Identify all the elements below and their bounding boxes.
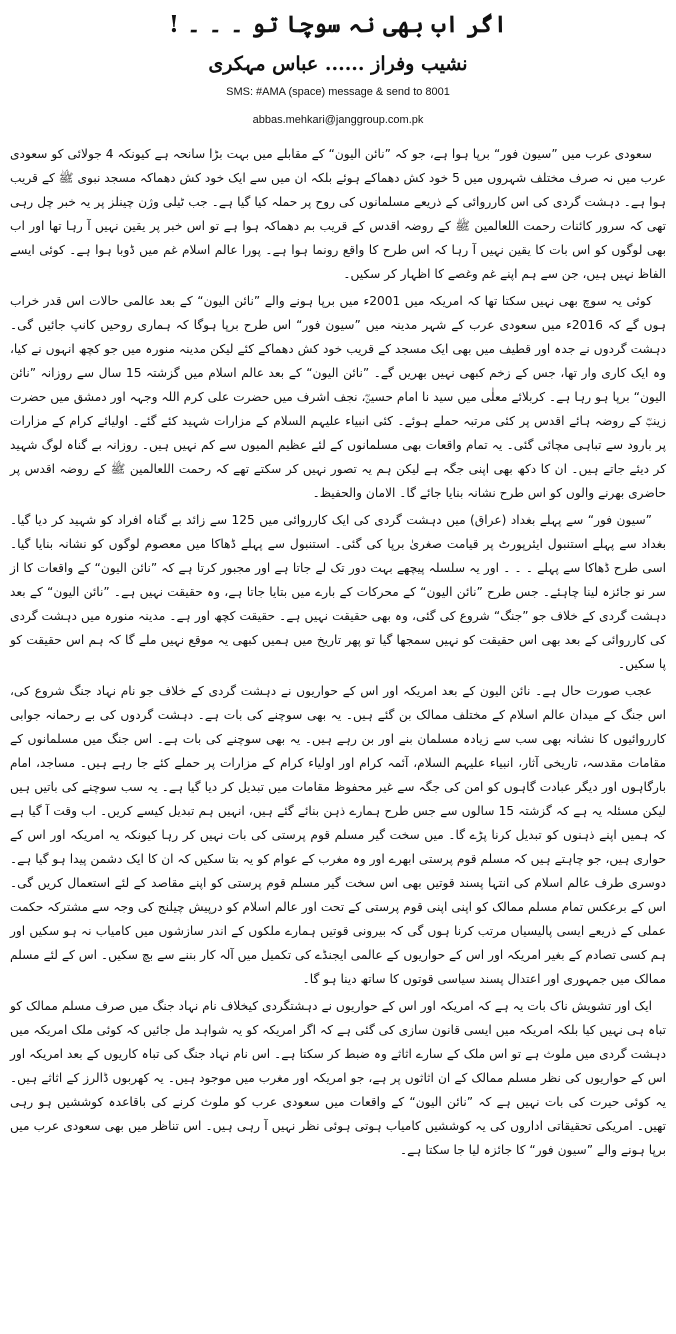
article-paragraph: کوئی یہ سوچ بھی نہیں سکتا تھا کہ امریکہ میں 2001ء میں برپا ہونے والے ”نائن الیون“ کے بعد عالمی حالات اس قدر خراب ہوں گے کہ 2016ء میں سعودی عرب کے شہر مدینہ میں ”سیون فور“ اس طرح برپا ہوگا کہ ہماری روحیں کانپ جائیں گی۔ دہشت گردوں نے جدہ اور قطیف میں بھی ایک مسجد کے قریب خود کش دھماکے کئے لیکن مدینہ منورہ میں جو کچھ انہوں نے کیا، وہ ایک کاری وار تھا، جس کے زخم کبھی نہیں بھریں گے۔ ”نائن الیون“ کے بعد عالم اسلام میں گزشتہ 15 سال سے روزانہ ”نائن الیون“ برپا ہو رہا ہے۔ کربلائے معلٰی میں سید نا امام حسینؓ، نجف اشرف میں حضرت علی کرم اللہ وجہہ اور دمشق میں حضرت زینبؓ کے روضہ ہائے اقدس پر کئی مرتبہ حملے ہوئے۔ کئی انبیاء علیہم السلام کے مزارات شہید کئے گئے۔ اولیائے کرام کے مزارات پر بارود سے تباہی مچائی گئی۔ یہ تمام واقعات بھی مسلمانوں کے لئے عظیم المیوں سے کم نہیں ہیں۔ روزانہ بے گناہ لوگ شہید کر دیئے جاتے ہیں۔ ان کا دکھ بھی اپنی جگہ ہے لیکن ہم یہ تصور نہیں کر سکتے تھے کہ رحمت اللعالمین ﷺ کے روضہ اقدس پر حاضری بھرنے والوں کو اس طرح نشانہ بنایا جائے گا۔ الامان والحفیظ۔: [10, 294, 667, 500]
author-email: abbas.mehkari@janggroup.com.pk: [252, 114, 424, 126]
sms-info: SMS: #AMA (space) message & send to 8001: [226, 86, 450, 98]
article-headline: اگر اب بھی نہ سوچا تو ۔ ۔ ۔ !: [168, 11, 508, 38]
article-paragraph: ایک اور تشویش ناک بات یہ ہے کہ امریکہ اور اس کے حواریوں نے دہشتگردی کیخلاف نام نہاد جنگ میں صرف مسلم ممالک کو تباہ ہی نہیں کیا بلکہ امریکہ میں ایسی قانون سازی کی گئی ہے کہ اگر امریکہ کو یہ شواہد مل جائیں کہ کوئی ملک امریکہ میں دہشت گردی میں ملوث ہے تو اس ملک کے سارے اثاثے وہ ضبط کر سکتا ہے۔ اس نام نہاد جنگ کی تباہ کاریوں کے بعد امریکہ اور اس کے حواریوں کی نظر مسلم ممالک کے ان اثاثوں پر ہے، جو امریکہ اور مغرب میں موجود ہیں۔ یہ کھربوں ڈالرز کے اثاثے ہیں۔ یہ کوئی حیرت کی بات نہیں ہے کہ ”نائن الیون“ کے واقعات میں سعودی عرب کو ملوث کرنے کی باقاعدہ کوششیں ہو رہی تھیں۔ امریکی تحقیقاتی اداروں کی یہ کوششیں کامیاب ہوتی ہوئی نظر نہیں آ رہی ہیں۔ اس تناظر میں بھی سعودی عرب میں برپا ہونے والے ”سیون فور“ کا جائزہ لیا جا سکتا ہے۔: [10, 999, 666, 1157]
column-byline: نشیب وفراز ...... عباس مہکری: [208, 53, 468, 75]
article-paragraph: سعودی عرب میں ”سیون فور“ برپا ہوا ہے، جو کہ ”نائن الیون“ کے مقابلے میں بہت بڑا سانحہ ہے کیونکہ 4 جولائی کو سعودی عرب میں نہ صرف مختلف شہروں میں 5 خود کش دھماکے ہوئے بلکہ ان میں سے ایک خود کش دھماکہ مسجد نبوی ﷺ کے قریب ہوا ہے۔ دہشت گردی کی اس کارروائی کے ذریعے مسلمانوں کی روح پر حملہ کیا گیا ہے۔ جب ٹیلی وژن چینلز پر یہ خبر چل رہی تھی کہ سرور کائنات رحمت اللعالمین ﷺ کے روضہ اقدس کے قریب بم دھماکہ ہوا ہے تو اس خبر پر یقین نہیں آ رہا تھا اور اب بھی لوگوں کو اس بات کا یقین نہیں آ رہا کہ اس طرح کا واقع رونما ہوا ہے۔ پورا عالم اسلام غم میں ڈوبا ہوا ہے۔ کوئی ایسے الفاظ نہیں ہیں، جن سے ہم اپنے غم وغصے کا اظہار کر سکیں۔: [10, 147, 666, 281]
article-paragraph: ”سیون فور“ سے پہلے بغداد (عراق) میں دہشت گردی کی ایک کارروائی میں 125 سے زائد بے گناہ افراد کو شہید کر دیا گیا۔ بغداد سے پہلے استنبول ایئرپورٹ پر قیامت صغریٰ برپا کی گئی۔ استنبول سے پہلے ڈھاکا میں معصوم لوگوں کو نشانہ بنایا گیا۔ اسی طرح ڈھاکا سے پہلے ۔ ۔ ۔ اور یہ سلسلہ پیچھے بہت دور تک لے جاتا ہے اور مجبور کرتا ہے کہ ”نائن الیون“ کے واقعات کا از سر نو جائزہ لینا چاہئے۔ جس طرح ”نائن الیون“ کے محرکات کے بارے میں بتایا جاتا ہے، وہ حقیقت نہیں ہے۔ ”نائن الیون“ کے بعد دہشت گردی کے خلاف جو ”جنگ“ شروع کی گئی، وہ بھی حقیقت نہیں ہے۔ حقیقت کچھ اور ہے۔ مدینہ منورہ میں دہشت گردی کی کارروائی کے بعد بھی اس حقیقت کو نہیں سمجھا گیا تو پھر تاریخ میں ہمیں کبھی یہ موقع نہیں ملے گا کہ ہم اس حقیقت کو پا سکیں۔: [10, 513, 666, 671]
article-body: [10, 142, 666, 1162]
article-header: [10, 10, 666, 128]
article-paragraph: عجب صورت حال ہے۔ نائن الیون کے بعد امریکہ اور اس کے حواریوں نے دہشت گردی کے خلاف جو نام نہاد جنگ شروع کی، اس جنگ کے میدان عالم اسلام کے مختلف ممالک بن گئے ہیں۔ یہ بھی سوچنے کی بات ہے۔ دہشت گردوں کی بے رحمانہ جوابی کارروائیوں کا نشانہ بھی سب سے زیادہ مسلمان بنے اور بن رہے ہیں۔ یہ بھی سوچنے کی بات ہے۔ اس جنگ میں مسلمانوں کے مقامات مقدسہ، تاریخی آثار، انبیاء علیہم السلام، آئمہ کرام اور اولیاء کرام کے مزارات پر حملے کئے جا رہے ہیں۔ مساجد، امام بارگاہوں اور دیگر عبادت گاہوں کو امن کی جگہ سے غیر محفوظ مقامات میں تبدیل کر دیا گیا ہے۔ یہ سب سوچنے کی باتیں ہیں لیکن مسئلہ یہ ہے کہ گزشتہ 15 سالوں سے جس طرح ہمارے ذہن بنائے گئے ہیں، انہیں ہم تبدیل کیسے کریں۔ اب وقت آ گیا ہے کہ ہمیں اپنے ذہنوں کو تبدیل کرنا پڑے گا۔ میں سخت گیر مسلم قوم پرستی کی بات نہیں کر رہا کیونکہ یہ امریکہ اور اس کے حواری ہیں، جو چاہتے ہیں کہ مسلم قوم پرستی ابھرے اور وہ مغرب کے عوام کو یہ بتا سکیں کہ ان کا ایک دشمن پیدا ہو گیا ہے۔ دوسری طرف عالم اسلام کی انتہا پسند قوتیں بھی اس سخت گیر مسلم قوم پرستی کو اپنے مقاصد کے لئے استعمال کریں گی۔ اس کے برعکس تمام مسلم ممالک کو اپنی اپنی قوم پرستی کے تحت اور عالم اسلام کو درپیش چیلنج کی وجہ سے مشترکہ حکمت عملی کے ذریعے ایسی پالیسیاں مرتب کرنا ہوں گی کہ بیرونی قوتیں ہمارے ملکوں کے اندر سازشوں میں کامیاب نہ ہو سکیں اور ہم کسی تصادم کے بغیر امریکہ اور اس کے حواریوں کے عالمی ایجنڈے کی تکمیل میں آلہ کار بننے سے بچ سکیں۔ اس کے لئے مسلم ممالک میں جمہوری اور اعتدال پسند سیاسی قوتوں کا ساتھ دینا ہو گا۔: [10, 684, 666, 986]
